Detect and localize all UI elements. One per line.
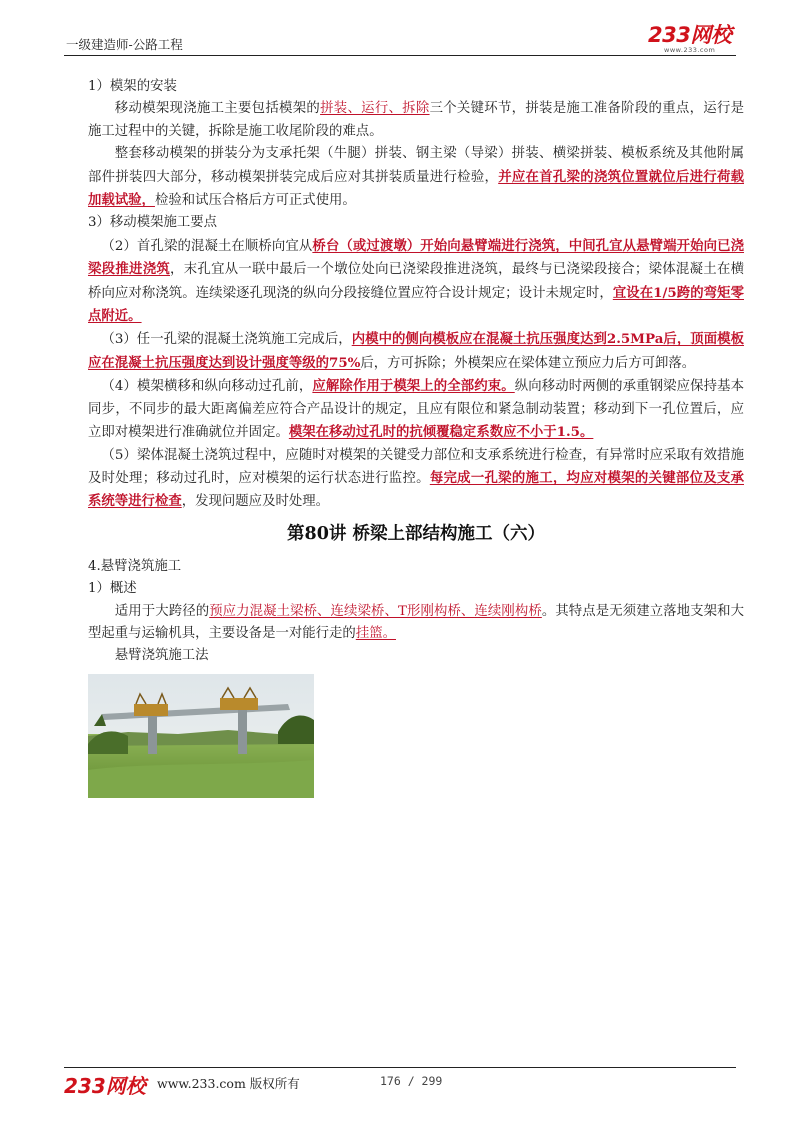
paragraph-overview [88, 98, 744, 143]
paragraph-point-4 [88, 375, 744, 444]
highlight-text: 每完成一孔梁的施工，均应对模架的关键部位及支承系统等进行检查 [88, 469, 744, 510]
figure-caption: 悬臂浇筑施工法 [114, 648, 209, 664]
paragraph-cantilever-overview [88, 601, 744, 646]
bridge-construction-photo [88, 674, 314, 798]
highlight-text: 拼装、运行、拆除 [320, 101, 430, 117]
text-run: 三个关键环节，拼装是施工准备阶段的重点，运行是施工过程中的关键，拆除是施工收尾阶段的难点。 [88, 101, 745, 139]
section-heading-cantilever: 4.悬臂浇筑施工 [88, 558, 182, 574]
paragraph-point-5 [88, 445, 744, 514]
page-number: 176 / 299 [380, 1074, 443, 1088]
footer-copyright: www.233.com 版权所有 [157, 1076, 300, 1091]
text-run: （3）任一孔梁的混凝土浇筑施工完成后， [101, 332, 352, 348]
section-heading-key-points: 3）移动模架施工要点 [88, 215, 218, 231]
section-heading-installation: 1）模架的安装 [88, 79, 177, 94]
text-run: （4）模架横移和纵向移动过孔前， [101, 379, 313, 395]
paragraph-point-2 [88, 235, 744, 329]
highlight-text: 并应在首孔梁的浇筑位置就位后进行荷载加载试验， [88, 168, 745, 209]
text-run: （2）首孔梁的混凝土在顺桥向宜从 [101, 238, 313, 254]
text-run: ，末孔宜从一联中最后一个墩位处向已浇梁段推进浇筑，最终与已浇梁段接合；梁体混凝土在横桥向应对称浇筑。连续梁逐孔现浇的纵向分段接缝位置应符合设计规定；设计未规定时， [88, 262, 745, 301]
text-run: 纵向移动时两侧的承重钢梁应保持基本同步，不同步的最大距离偏差应符合产品设计的规定，且应有限位和紧急制动装置；移动到下一孔位置后，应立即对模架进行准确就位并固定。 [88, 379, 744, 441]
footer-brand-logo: 233网校 [64, 1074, 146, 1098]
highlight-text: 宜设在1/5跨的弯矩零点附近。 [88, 284, 744, 325]
text-run: ，发现问题应及时处理。 [181, 494, 330, 510]
paragraph-point-3 [88, 328, 744, 375]
text-run: 检验和试压合格后方可正式使用。 [154, 193, 356, 209]
footer-divider [64, 1067, 736, 1068]
text-run: 后，方可拆除；外模架应在梁体建立预应力后方可卸落。 [360, 355, 696, 371]
text-run: 移动模架现浇施工主要包括模架的 [114, 101, 321, 117]
brand-logo-url: www.233.com [664, 46, 716, 54]
highlight-text: 内模中的侧向模板应在混凝土抗压强度达到2.5MPa后，顶面模板应在混凝土抗压强度达到设计强度等级的75% [88, 331, 744, 371]
brand-logo-text: 233网校 [648, 23, 732, 47]
highlight-text: 预应力混凝土梁桥、连续梁桥、T形刚构桥、连续刚构桥 [209, 603, 542, 619]
paragraph-assembly [88, 143, 744, 212]
page-content [88, 76, 744, 798]
header-divider [64, 55, 736, 56]
text-run: （5）梁体混凝土浇筑过程中，应随时对模架的关键受力部位和支承系统进行检查，有异常时应采取有效措施及时处理；移动过孔时，应对模架的运行状态进行监控。 [88, 447, 744, 486]
highlight-text: 应解除作用于模架上的全部约束。 [312, 378, 515, 395]
highlight-text: 挂篮。 [355, 625, 396, 641]
brand-logo [648, 24, 731, 54]
text-run: 。其特点是无须建立落地支架和大型起重与运输机具，主要设备是一对能行走的 [88, 603, 744, 641]
document-title: 一级建造师-公路工程 [66, 37, 183, 52]
text-run: 适用于大跨径的 [114, 603, 210, 619]
highlight-text: 模架在移动过孔时的抗倾覆稳定系数应不小于1.5。 [288, 424, 594, 441]
lecture-title: 第80讲 桥梁上部结构施工（六） [287, 523, 545, 544]
section-heading-overview: 1）概述 [88, 581, 137, 597]
highlight-text: 桥台（或过渡墩）开始向悬臂端进行浇筑，中间孔宜从悬臂端开始向已浇梁段推进浇筑 [88, 237, 744, 278]
text-run: 整套移动模架的拼装分为支承托架（牛腿）拼装、钢主梁（导梁）拼装、横梁拼装、模板系统及其他附属部件拼装四大部分，移动模架拼装完成后应对其拼装质量进行检验， [88, 146, 744, 185]
